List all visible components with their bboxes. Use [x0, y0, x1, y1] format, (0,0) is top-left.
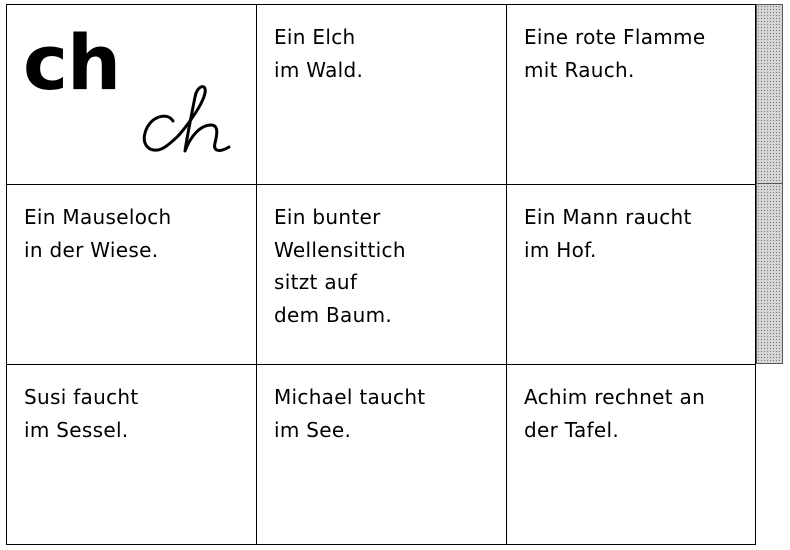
sentence-card	[506, 364, 756, 545]
card-text: Achim rechnet an der Tafel.	[524, 385, 706, 442]
sentence-card	[256, 364, 506, 545]
cursive-letters-ch	[139, 85, 249, 165]
card-text: Ein bunter Wellensittich sitzt auf dem Baum.	[274, 205, 406, 327]
sentence-card	[506, 184, 756, 364]
card-text: Eine rote Flamme mit Rauch.	[524, 25, 706, 82]
sentence-card	[506, 4, 756, 184]
sentence-card	[256, 4, 506, 184]
title-card	[6, 4, 256, 184]
card-text: Susi faucht im Sessel.	[24, 385, 139, 442]
card-text: Ein Elch im Wald.	[274, 25, 364, 82]
card-text: Ein Mauseloch in der Wiese.	[24, 205, 172, 262]
print-letters-ch: ch	[23, 18, 121, 107]
sentence-card	[6, 184, 256, 364]
card-sheet	[6, 4, 756, 546]
strip-divider	[757, 183, 782, 184]
card-text: Michael taucht im See.	[274, 385, 426, 442]
sentence-card	[256, 184, 506, 364]
sentence-card	[6, 364, 256, 545]
card-text: Ein Mann raucht im Hof.	[524, 205, 692, 262]
shaded-margin-strip	[756, 4, 783, 364]
